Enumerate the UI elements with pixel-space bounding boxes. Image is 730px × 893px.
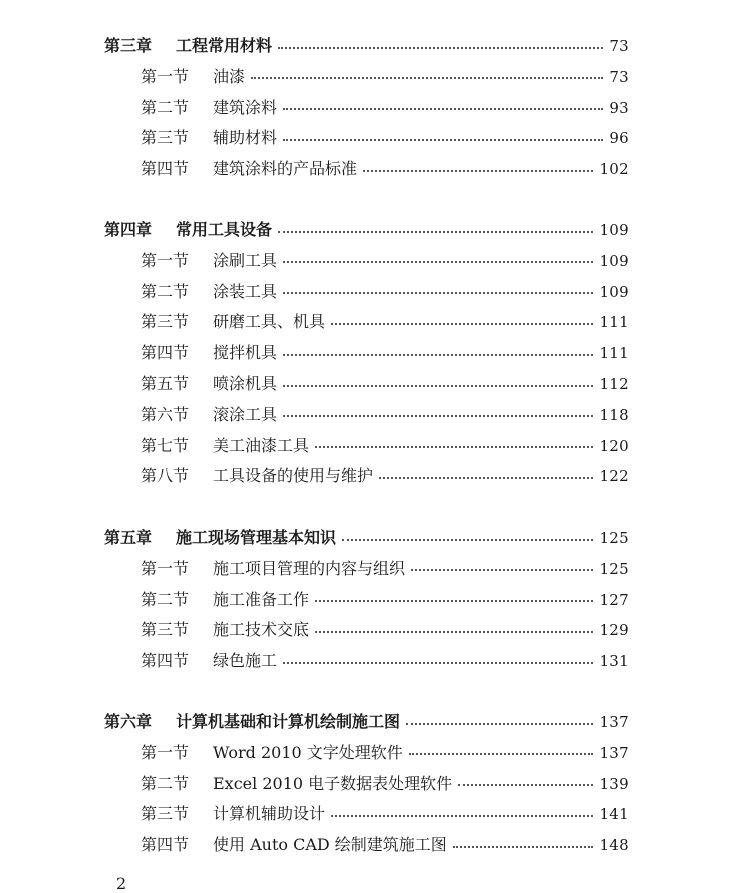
chapter-title: 计算机基础和计算机绘制施工图 <box>176 712 401 731</box>
dot-leader <box>278 230 593 233</box>
chapter-label: 第三章 <box>104 36 153 55</box>
toc-entry[interactable] <box>141 371 629 395</box>
section-label: 第八节 <box>141 466 190 486</box>
chapter-page-number: 109 <box>599 221 629 239</box>
toc-entry[interactable] <box>141 309 629 333</box>
toc-entry[interactable] <box>141 832 629 856</box>
dot-leader <box>315 599 593 602</box>
dot-leader <box>411 568 593 571</box>
section-label: 第三节 <box>141 620 190 640</box>
section-page-number: 129 <box>599 621 629 640</box>
dot-leader <box>283 291 593 294</box>
toc-entry[interactable] <box>141 433 629 457</box>
section-label: 第三节 <box>141 804 190 824</box>
chapter-page-number: 73 <box>609 37 629 55</box>
section-title: 使用 Auto CAD 绘制建筑施工图 <box>213 835 447 855</box>
section-page-number: 148 <box>599 836 629 855</box>
section-page-number: 111 <box>599 344 629 363</box>
toc-entry[interactable] <box>141 648 629 672</box>
section-title: 计算机辅助设计 <box>213 804 326 824</box>
chapter-heading[interactable] <box>104 525 629 549</box>
dot-leader <box>283 384 593 387</box>
section-title: 建筑涂料的产品标准 <box>213 159 358 179</box>
section-label: 第四节 <box>141 835 190 855</box>
section-page-number: 120 <box>599 436 629 455</box>
section-label: 第六节 <box>141 404 190 424</box>
toc-entry[interactable] <box>141 801 629 825</box>
toc-entry[interactable] <box>141 463 629 487</box>
section-page-number: 131 <box>599 652 629 671</box>
toc-entry[interactable] <box>141 617 629 641</box>
chapter-heading[interactable] <box>104 709 629 733</box>
chapter-label: 第五章 <box>104 528 153 547</box>
toc-entry[interactable] <box>141 340 629 364</box>
section-page-number: 112 <box>599 375 629 393</box>
section-title: 搅拌机具 <box>213 343 278 363</box>
chapter-page-number: 137 <box>599 713 629 731</box>
toc-entry[interactable] <box>141 125 629 149</box>
dot-leader <box>453 845 594 848</box>
dot-leader <box>315 445 593 448</box>
section-label: 第一节 <box>141 558 190 578</box>
toc-entry[interactable] <box>141 771 629 795</box>
section-label: 第五节 <box>141 374 190 393</box>
section-label: 第二节 <box>141 97 190 117</box>
toc-entry[interactable] <box>141 95 629 119</box>
section-title: 美工油漆工具 <box>213 435 310 455</box>
dot-leader <box>342 538 593 541</box>
section-title: 工具设备的使用与维护 <box>213 466 374 486</box>
section-page-number: 73 <box>609 67 629 86</box>
toc-entry[interactable] <box>141 279 629 303</box>
section-label: 第一节 <box>141 742 190 762</box>
section-page-number: 109 <box>599 251 629 270</box>
section-page-number: 118 <box>599 405 629 424</box>
section-title: 辅助材料 <box>213 128 278 148</box>
toc-entry[interactable] <box>141 64 629 88</box>
section-label: 第三节 <box>141 312 190 332</box>
dot-leader <box>458 783 593 786</box>
section-page-number: 93 <box>609 98 629 117</box>
section-title: 施工准备工作 <box>213 589 310 609</box>
section-label: 第二节 <box>141 773 190 793</box>
dot-leader <box>315 630 593 633</box>
dot-leader <box>331 814 593 817</box>
section-page-number: 102 <box>599 160 629 179</box>
page-number: 2 <box>116 874 127 893</box>
toc-entry[interactable] <box>141 402 629 426</box>
dot-leader <box>283 353 593 356</box>
section-label: 第四节 <box>141 159 190 179</box>
dot-leader <box>283 107 603 110</box>
chapter-heading[interactable] <box>104 33 629 57</box>
chapter-title: 常用工具设备 <box>176 220 273 239</box>
chapter-page-number: 125 <box>599 529 629 547</box>
section-label: 第二节 <box>141 281 190 301</box>
chapter-title: 施工现场管理基本知识 <box>176 528 337 547</box>
section-label: 第三节 <box>141 128 190 148</box>
toc-entry[interactable] <box>141 556 629 580</box>
section-title: 施工项目管理的内容与组织 <box>213 558 406 578</box>
section-title: 涂刷工具 <box>213 250 278 270</box>
section-page-number: 141 <box>599 805 629 824</box>
section-label: 第四节 <box>141 343 190 363</box>
chapter-heading[interactable] <box>104 217 629 241</box>
section-title: 研磨工具、机具 <box>213 312 326 332</box>
dot-leader <box>251 76 603 79</box>
section-page-number: 122 <box>599 467 629 486</box>
section-title: 施工技术交底 <box>213 620 310 640</box>
section-label: 第二节 <box>141 589 190 609</box>
section-page-number: 139 <box>599 774 629 793</box>
section-page-number: 125 <box>599 559 629 578</box>
toc-entry[interactable] <box>141 587 629 611</box>
section-label: 第一节 <box>141 250 190 270</box>
dot-leader <box>379 476 593 479</box>
toc-entry[interactable] <box>141 248 629 272</box>
section-page-number: 109 <box>599 282 629 301</box>
section-label: 第四节 <box>141 651 190 671</box>
section-title: 涂装工具 <box>213 281 278 301</box>
section-title: 绿色施工 <box>213 651 278 671</box>
dot-leader <box>406 722 593 725</box>
dot-leader <box>283 138 603 141</box>
section-title: 油漆 <box>213 66 246 86</box>
dot-leader <box>283 661 593 664</box>
section-page-number: 96 <box>609 129 629 148</box>
dot-leader <box>283 260 593 263</box>
section-title: 喷涂机具 <box>213 374 278 393</box>
section-title: Word 2010 文字处理软件 <box>213 742 403 762</box>
toc-entry[interactable] <box>141 740 629 764</box>
chapter-title: 工程常用材料 <box>176 36 273 55</box>
section-title: 滚涂工具 <box>213 404 278 424</box>
section-label: 第一节 <box>141 66 190 86</box>
section-page-number: 137 <box>599 743 629 762</box>
toc-entry[interactable] <box>141 156 629 180</box>
dot-leader <box>278 46 603 49</box>
dot-leader <box>363 169 593 172</box>
section-page-number: 111 <box>599 313 629 332</box>
dot-leader <box>331 322 593 325</box>
section-title: 建筑涂料 <box>213 97 278 117</box>
dot-leader <box>283 414 593 417</box>
section-page-number: 127 <box>599 590 629 609</box>
chapter-label: 第六章 <box>104 712 153 731</box>
chapter-label: 第四章 <box>104 220 153 239</box>
section-label: 第七节 <box>141 435 190 455</box>
dot-leader <box>409 752 594 755</box>
section-title: Excel 2010 电子数据表处理软件 <box>213 773 453 793</box>
